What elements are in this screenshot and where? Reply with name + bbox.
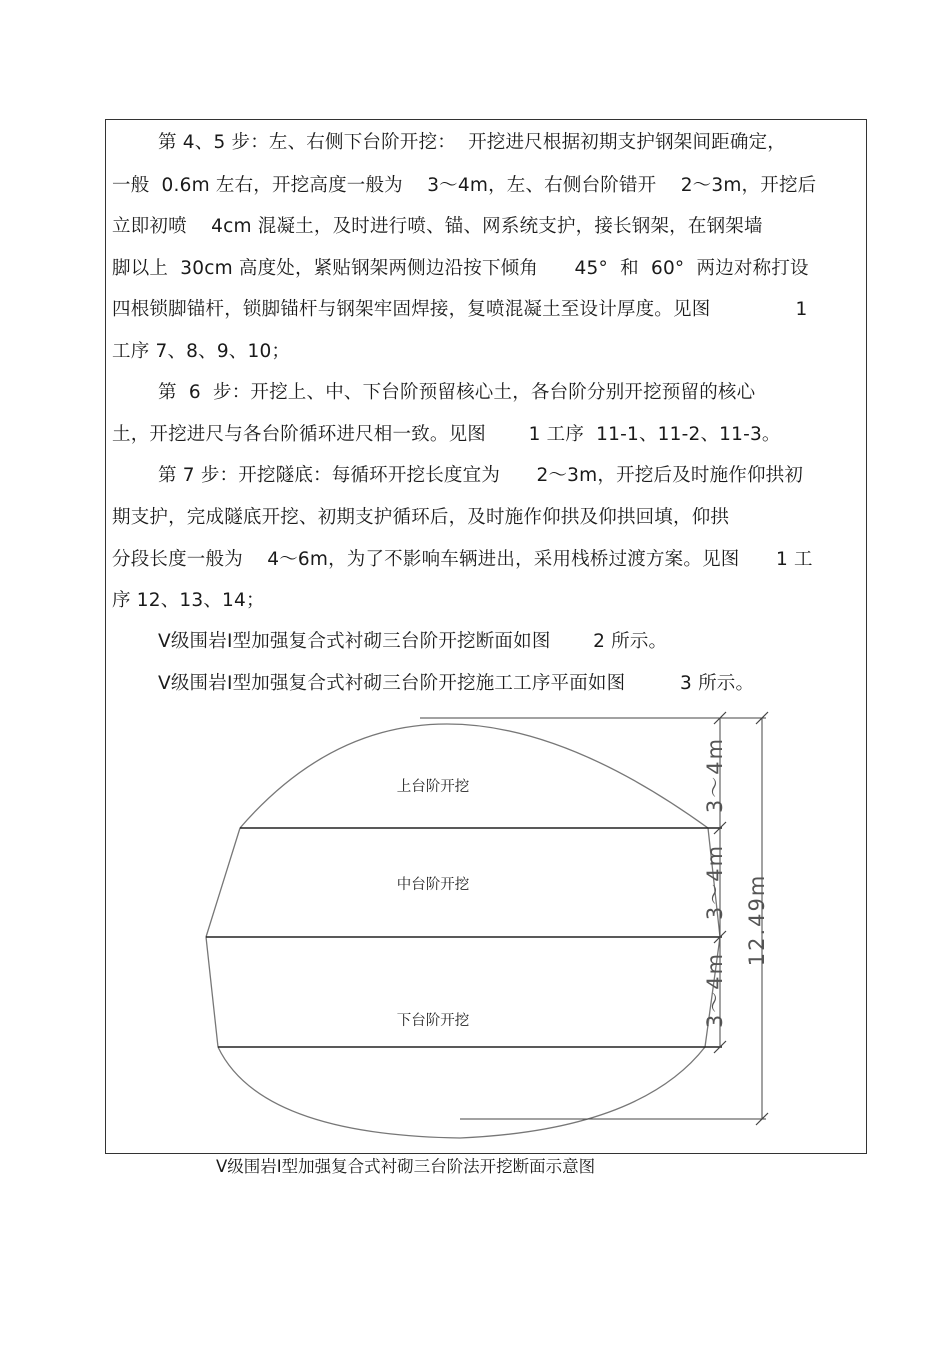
upper-dimension-label: 3～4m — [703, 736, 727, 814]
figure-caption: Ⅴ级围岩Ⅰ型加强复合式衬砌三台阶法开挖断面示意图 — [216, 1157, 596, 1176]
lower-bench-label: 下台阶开挖 — [396, 1013, 470, 1029]
paragraph-line: Ⅴ级围岩Ⅰ型加强复合式衬砌三台阶开挖施工工序平面如图 3 所示。 — [158, 673, 755, 694]
paragraph-line: 分段长度一般为 4～6m，为了不影响车辆进出，采用栈桥过渡方案。见图 1 工 — [112, 549, 813, 570]
paragraph-line: 土，开挖进尺与各台阶循环进尺相一致。见图 1 工序 11-1、11-2、11-3。 — [112, 424, 781, 445]
paragraph-line: 脚以上 30cm 高度处，紧贴钢架两侧边沿按下倾角 45° 和 60° 两边对称打设 — [112, 258, 809, 279]
upper-bench-label: 上台阶开挖 — [396, 779, 470, 795]
total-dimension-label: 12.49m — [745, 873, 769, 967]
paragraph-line: Ⅴ级围岩Ⅰ型加强复合式衬砌三台阶开挖断面如图 2 所示。 — [158, 631, 668, 652]
paragraph-line: 一般 0.6m 左右，开挖高度一般为 3～4m，左、右侧台阶错开 2～3m，开挖后 — [112, 175, 817, 196]
middle-dimension-label: 3～4m — [703, 843, 727, 921]
paragraph-line: 第 7 步：开挖隧底：每循环开挖长度宜为 2～3m，开挖后及时施作仰拱初 — [158, 465, 804, 486]
middle-bench-label: 中台阶开挖 — [396, 877, 470, 893]
paragraph-line: 序 12、13、14； — [112, 590, 265, 611]
paragraph-line: 立即初喷 4cm 混凝土，及时进行喷、锚、网系统支护，接长钢架，在钢架墙 — [112, 216, 763, 237]
lower-dimension-label: 3～4m — [703, 951, 727, 1029]
paragraph-line: 工序 7、8、9、10； — [112, 341, 291, 362]
paragraph-line: 四根锁脚锚杆，锁脚锚杆与钢架牢固焊接，复喷混凝土至设计厚度。见图 1 — [112, 299, 808, 320]
paragraph-line: 期支护，完成隧底开挖、初期支护循环后，及时施作仰拱及仰拱回填，仰拱 — [112, 507, 730, 528]
paragraph-line: 第 4、5 步：左、右侧下台阶开挖： 开挖进尺根据初期支护钢架间距确定， — [158, 132, 786, 153]
paragraph-line: 第 6 步：开挖上、中、下台阶预留核心土，各台阶分别开挖预留的核心 — [158, 382, 756, 403]
